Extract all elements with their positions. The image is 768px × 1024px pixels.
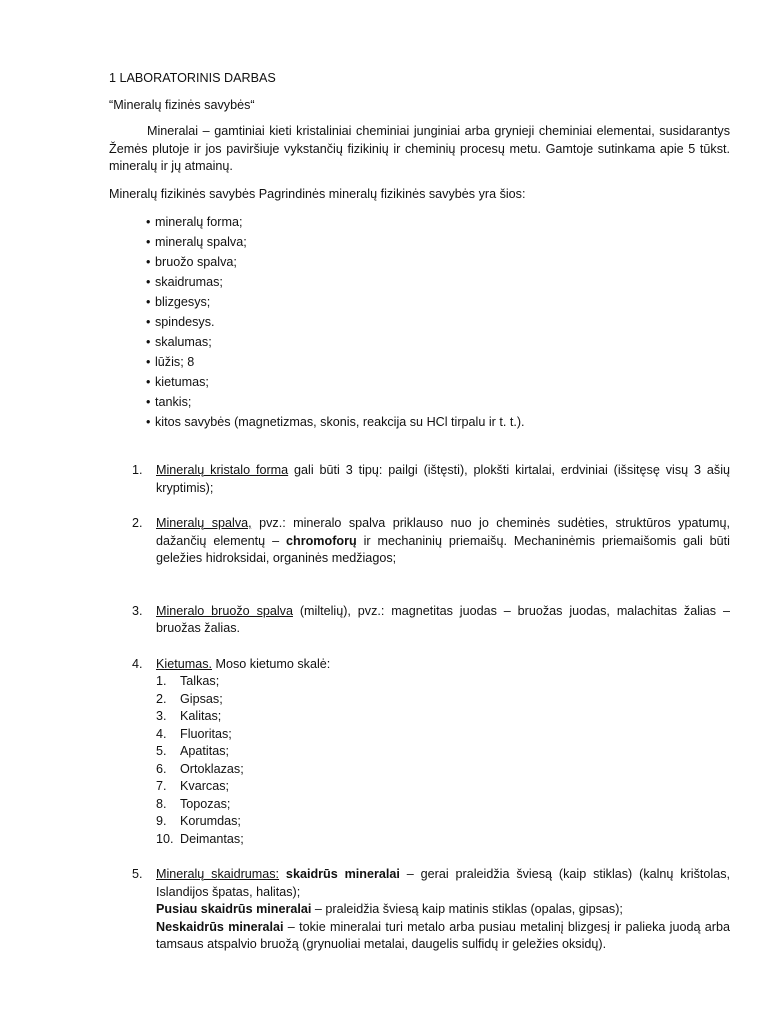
list-item: • skaidrumas; bbox=[146, 272, 730, 292]
properties-intro: Mineralų fizikinės savybės Pagrindinės mineralų fizikinės savybės yra šios: bbox=[109, 186, 526, 201]
section-text: ir mechaninių priemaišų. Mechaninėmis priemaišomis gali būti geležies hidroksidai, organinės medžiagos; bbox=[156, 533, 730, 565]
section-text: – tokie mineralai turi metalo arba pusiau metalinį blizgesį ir palieka juodą arba tamsaus atspalvio bruožą (grynuoliai metalai, daugelis sulfidų ir geležies oksidų). bbox=[156, 919, 730, 951]
bullet-icon: • bbox=[146, 395, 151, 409]
intro-paragraph: Mineralai – gamtiniai kieti kristaliniai cheminiai junginiai arba grynieji cheminiai elementai, susidarantys Žemės plutoje ir jos paviršiuje vykstančių fizikinių ir cheminių procesų metu. Gamtoje sutinkama apie 5 tūkst. mineralų ir jų atmainų. bbox=[109, 124, 730, 173]
section-number: 2. bbox=[132, 516, 143, 530]
bullet-icon: • bbox=[146, 215, 151, 229]
list-item: • skalumas; bbox=[146, 332, 730, 352]
bullet-icon: • bbox=[146, 315, 151, 329]
list-item: • kietumas; bbox=[146, 372, 730, 392]
section-text: – praleidžia šviesą kaip matinis stiklas (opalas, gipsas); bbox=[311, 902, 623, 916]
bullet-icon: • bbox=[146, 415, 151, 429]
list-item: 6. Ortoklazas; bbox=[156, 761, 244, 776]
bullet-icon: • bbox=[146, 375, 151, 389]
list-item: 9. Korumdas; bbox=[156, 814, 241, 828]
list-item: • kitos savybės (magnetizmas, skonis, reakcija su HCl tirpalu ir t. t.). bbox=[146, 412, 730, 432]
section-bold-term: Neskaidrūs mineralai bbox=[156, 919, 284, 934]
mohs-scale-list bbox=[156, 673, 730, 848]
list-item: 10. Deimantas; bbox=[156, 831, 244, 846]
section-hardness bbox=[109, 656, 730, 849]
list-item: • blizgesys; bbox=[146, 292, 730, 312]
list-item: 4. Fluoritas; bbox=[156, 726, 232, 741]
section-number: 5. bbox=[132, 867, 143, 881]
bullet-icon: • bbox=[146, 255, 151, 269]
bullet-icon: • bbox=[146, 275, 151, 289]
list-item: • tankis; bbox=[146, 392, 730, 412]
section-streak bbox=[109, 603, 730, 638]
document-title: 1 LABORATORINIS DARBAS bbox=[109, 71, 276, 85]
list-item: 3. Kalitas; bbox=[156, 709, 222, 723]
section-number: 4. bbox=[132, 656, 143, 671]
list-item: • lūžis; 8 bbox=[146, 352, 730, 372]
section-text: – gerai praleidžia šviesą (kaip stiklas) (kalnų krištolas, Islandijos špatas, halitas); bbox=[156, 867, 730, 899]
section-text: pvz.: mineralo spalva priklauso nuo jo cheminės sudėties, struktūros ypatumų, dažančių elementų – bbox=[156, 516, 730, 548]
list-item: 5. Apatitas; bbox=[156, 744, 230, 758]
list-item: • bruožo spalva; bbox=[146, 252, 730, 272]
section-text: (miltelių), pvz.: magnetitas juodas – bruožas juodas, malachitas žalias – bruožas žalias. bbox=[156, 603, 730, 635]
bullet-icon: • bbox=[146, 335, 151, 349]
section-transparency bbox=[109, 866, 730, 954]
section-bold-term: skaidrūs mineralai bbox=[279, 867, 400, 881]
section-heading: Mineralų skaidrumas: bbox=[156, 867, 280, 881]
bullet-icon: • bbox=[146, 295, 151, 309]
section-bold-term: Pusiau skaidrūs mineralai bbox=[156, 902, 312, 916]
list-item: 7. Kvarcas; bbox=[156, 779, 229, 793]
section-crystal-form bbox=[109, 462, 730, 497]
bullet-icon: • bbox=[146, 355, 151, 369]
section-number: 1. bbox=[132, 463, 143, 477]
section-text: gali būti 3 tipų: pailgi (ištęsti), plokšti kirtalai, erdviniai (išsitęsę visų 3 ašių kryptimis); bbox=[156, 463, 730, 495]
list-item: • spindesys. bbox=[146, 312, 730, 332]
properties-list bbox=[109, 212, 730, 432]
document-subtitle: “Mineralų fizinės savybės“ bbox=[109, 97, 255, 112]
section-number: 3. bbox=[132, 603, 143, 618]
list-item: • mineralų forma; bbox=[146, 212, 730, 232]
numbered-sections bbox=[109, 462, 730, 954]
section-heading: Mineralų spalva, bbox=[156, 516, 252, 530]
list-item: 1. Talkas; bbox=[156, 674, 220, 688]
section-bold-term: chromoforų bbox=[286, 533, 357, 548]
list-item: 2. Gipsas; bbox=[156, 691, 223, 706]
list-item: • mineralų spalva; bbox=[146, 232, 730, 252]
section-color bbox=[109, 515, 730, 568]
section-heading: Mineralų kristalo forma bbox=[156, 463, 289, 477]
list-item: 8. Topozas; bbox=[156, 796, 231, 811]
section-text: Moso kietumo skalė: bbox=[212, 656, 331, 671]
section-heading: Kietumas. bbox=[156, 656, 212, 671]
bullet-icon: • bbox=[146, 235, 151, 249]
section-heading: Mineralo bruožo spalva bbox=[156, 603, 293, 618]
